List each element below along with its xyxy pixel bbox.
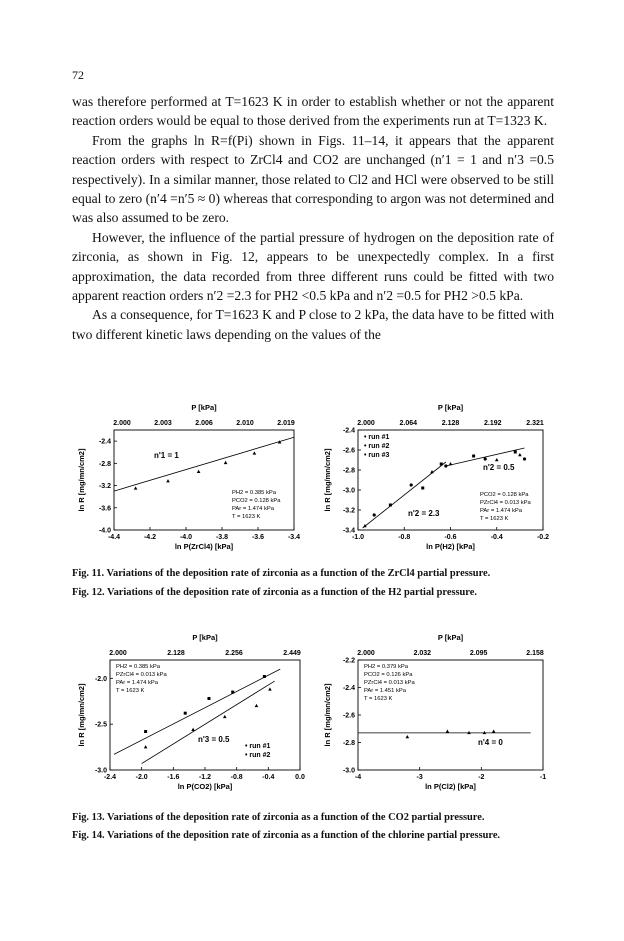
chart-fig12 — [318, 400, 563, 560]
data-point — [224, 461, 228, 464]
condition-text: T = 1623 K — [364, 696, 393, 702]
y-axis-label: ln R [mg/mn/cm2] — [323, 448, 332, 512]
x-tick-label: -4.0 — [179, 534, 193, 541]
fit-line — [114, 437, 294, 491]
condition-text: T = 1623 K — [232, 514, 261, 520]
condition-text: PZrCl4 = 0.013 kPa — [364, 680, 415, 686]
top-tick-label: 2.256 — [225, 650, 243, 657]
data-point — [472, 455, 475, 458]
caption-fig14: Fig. 14. Variations of the deposition rate of zirconia as a function of the chlorine partial pressure. — [72, 830, 501, 841]
x-tick-label: -0.8 — [230, 774, 243, 781]
figure-13 — [72, 630, 322, 805]
condition-text: PAr = 1.474 kPa — [480, 508, 522, 514]
x-tick-label: -0.4 — [490, 534, 503, 541]
y-tick-label: -2.6 — [342, 447, 355, 455]
x-tick-label: -4.4 — [107, 534, 121, 541]
x-tick-label: -2.0 — [135, 774, 148, 781]
data-point — [444, 464, 447, 467]
data-point — [134, 486, 138, 489]
data-point — [484, 457, 487, 460]
caption-fig12: Fig. 12. Variations of the deposition rate of zirconia as a function of the H2 partial pressure. — [72, 587, 477, 598]
order-annotation: n'2 = 0.5 — [483, 463, 515, 472]
top-tick-label: 2.010 — [236, 420, 254, 427]
condition-text: PCO2 = 0.128 kPa — [480, 492, 529, 498]
x-axis-label: ln P(CO2) [kPa] — [177, 782, 233, 791]
figure-11 — [72, 400, 312, 560]
x-tick-label: -4.2 — [143, 534, 157, 541]
y-tick-label: -2.2 — [342, 657, 355, 665]
y-tick-label: -3.2 — [98, 483, 111, 491]
data-point — [144, 730, 147, 733]
y-axis-label: ln R [mg/mn/cm2] — [77, 683, 86, 747]
condition-text: PH2 = 0.379 kPa — [364, 664, 408, 670]
top-tick-label: 2.019 — [277, 420, 295, 427]
y-tick-label: -3.6 — [98, 505, 111, 513]
x-axis-label: ln P(Cl2) [kPa] — [425, 782, 476, 791]
x-axis-label: ln P(H2) [kPa] — [426, 542, 475, 551]
condition-text: T = 1623 K — [116, 688, 145, 694]
data-point — [253, 451, 257, 454]
x-tick-label: -4 — [354, 774, 362, 781]
y-tick-label: -3.2 — [342, 507, 355, 515]
condition-text: PCO2 = 0.126 kPa — [364, 672, 413, 678]
top-tick-label: 2.321 — [526, 420, 544, 427]
data-point — [523, 457, 526, 460]
data-point — [410, 483, 413, 486]
top-tick-label: 2.000 — [109, 650, 127, 657]
data-point — [191, 728, 195, 731]
figure-12 — [318, 400, 563, 560]
y-tick-label: -3.0 — [342, 487, 355, 495]
y-tick-label: -2.5 — [94, 721, 107, 729]
y-tick-label: -3.0 — [94, 767, 107, 775]
order-annotation: n'3 = 0.5 — [198, 735, 230, 744]
body-text — [72, 92, 554, 344]
data-point — [144, 745, 148, 748]
legend-entry: • run #1 — [245, 743, 271, 750]
top-tick-label: 2.192 — [483, 420, 502, 427]
top-axis-label: P [kPa] — [192, 633, 218, 642]
data-point — [492, 730, 496, 733]
data-point — [231, 691, 234, 694]
data-point — [373, 513, 376, 516]
x-tick-label: -1.6 — [167, 774, 180, 781]
y-tick-label: -2.6 — [342, 712, 355, 720]
top-axis-label: P [kPa] — [437, 633, 464, 642]
top-tick-label: 2.095 — [469, 650, 488, 657]
y-tick-label: -2.8 — [342, 467, 355, 475]
condition-text: PZrCl4 = 0.013 kPa — [116, 672, 167, 678]
data-point — [223, 715, 227, 718]
condition-text: T = 1623 K — [480, 516, 509, 522]
data-point — [449, 462, 453, 465]
top-tick-label: 2.003 — [154, 420, 172, 427]
x-tick-label: -1.0 — [351, 534, 365, 541]
y-tick-label: -2.4 — [342, 685, 355, 692]
legend-entry: • run #1 — [364, 434, 390, 441]
x-tick-label: -2.4 — [103, 774, 117, 781]
x-axis-label: ln P(ZrCl4) [kPa] — [174, 542, 234, 551]
condition-text: PCO2 = 0.128 kPa — [232, 498, 281, 504]
data-point — [268, 687, 272, 690]
figure-14 — [318, 630, 563, 805]
data-point — [389, 504, 392, 507]
legend-entry: • run #2 — [364, 443, 390, 450]
x-tick-label: 0.0 — [295, 774, 305, 781]
x-tick-label: -3.4 — [287, 534, 301, 541]
order-annotation: n'2 = 2.3 — [408, 509, 440, 518]
y-tick-label: -3.4 — [342, 527, 355, 535]
data-point — [197, 470, 201, 473]
y-axis-label: ln R [mg/mn/cm2] — [77, 448, 86, 512]
paragraph-3: However, the influence of the partial pressure of hydrogen on the deposition rate of zirconia, as shown in Fig. 12, appears to be unexpectedly complex. In a first approximation, the data recorded from three different runs could be fitted with two apparent reaction orders n′2 =2.3 for PH2 <0.5 kPa and n′2 =0.5 for PH2 >0.5 kPa. — [72, 229, 554, 304]
y-tick-label: -4.0 — [98, 527, 111, 535]
legend-entry: • run #3 — [364, 452, 390, 459]
top-tick-label: 2.000 — [113, 420, 131, 427]
condition-text: PAr = 1.474 kPa — [116, 680, 158, 686]
data-point — [184, 712, 187, 715]
data-point — [495, 458, 499, 461]
x-tick-label: -0.2 — [536, 534, 550, 541]
x-tick-label: -2 — [478, 774, 485, 781]
top-axis-label: P [kPa] — [191, 403, 217, 412]
y-tick-label: -2.8 — [342, 740, 355, 747]
top-tick-label: 2.449 — [283, 650, 301, 657]
chart-fig11 — [72, 400, 312, 560]
y-tick-label: -2.4 — [342, 427, 355, 435]
data-point — [514, 451, 517, 454]
top-tick-label: 2.006 — [195, 420, 213, 427]
chart-fig14 — [318, 630, 563, 805]
y-tick-label: -2.8 — [98, 460, 111, 468]
top-tick-label: 2.158 — [526, 650, 544, 657]
top-tick-label: 2.064 — [399, 420, 418, 427]
data-point — [446, 730, 450, 733]
y-tick-label: -2.0 — [94, 675, 107, 683]
paragraph-4: As a consequence, for T=1623 K and P close to 2 kPa, the data have to be fitted with two different kinetic laws depending on the values of the — [72, 307, 554, 342]
paragraph-2: From the graphs ln R=f(Pi) shown in Figs. 11–14, it appears that the apparent reaction orders with respect to ZrCl4 and CO2 are unchanged (n′1 = 1 and n′3 =0.5 respectively). In a similar manner, those related to Cl2 and HCl were observed to be still equal to zero (n′4 =n′5 ≈ 0) whereas that corresponding to argon was not determined and was also assumed to be zero. — [72, 132, 554, 226]
data-point — [255, 704, 259, 707]
x-tick-label: -0.8 — [398, 534, 411, 541]
condition-text: PH2 = 0.385 kPa — [232, 490, 276, 496]
data-point — [440, 463, 443, 466]
data-point — [421, 487, 424, 490]
paragraph-1: was therefore performed at T=1623 K in order to establish whether or not the apparent reaction orders would be equal to those derived from the experiments run at T=1323 K. — [72, 94, 554, 129]
data-point — [263, 675, 266, 678]
y-tick-label: -3.0 — [342, 767, 355, 775]
top-tick-label: 2.128 — [167, 650, 185, 657]
order-annotation: n'1 = 1 — [154, 451, 179, 460]
top-tick-label: 2.000 — [357, 420, 375, 427]
top-axis-label: P [kPa] — [437, 403, 464, 412]
order-annotation: n'4 = 0 — [478, 738, 503, 747]
top-tick-label: 2.000 — [357, 650, 375, 657]
data-point — [406, 735, 410, 738]
x-tick-label: -3.8 — [215, 534, 229, 541]
y-tick-label: -2.4 — [98, 438, 111, 446]
top-tick-label: 2.032 — [413, 650, 432, 657]
condition-text: PAr = 1.474 kPa — [232, 506, 274, 512]
y-axis-label: ln R [mg/mn/cm2] — [323, 683, 332, 747]
caption-fig13: Fig. 13. Variations of the deposition rate of zirconia as a function of the CO2 partial pressure. — [72, 812, 485, 823]
x-tick-label: -3.6 — [251, 534, 265, 541]
condition-text: PZrCl4 = 0.013 kPa — [480, 500, 531, 506]
data-point — [166, 479, 170, 482]
condition-text: PH2 = 0.385 kPa — [116, 664, 160, 670]
data-point — [518, 453, 522, 456]
x-tick-label: -1 — [539, 774, 547, 781]
caption-fig11: Fig. 11. Variations of the deposition rate of zirconia as a function of the ZrCl4 partial pressure. — [72, 568, 491, 579]
fit-line — [363, 462, 446, 528]
condition-text: PAr = 1.451 kPa — [364, 688, 406, 694]
page-number: 72 — [72, 68, 84, 82]
data-point — [207, 697, 210, 700]
x-tick-label: -0.4 — [262, 774, 275, 781]
chart-fig13 — [72, 630, 322, 805]
top-tick-label: 2.128 — [441, 420, 460, 427]
x-tick-label: -3 — [416, 774, 423, 781]
x-tick-label: -0.6 — [444, 534, 457, 541]
x-tick-label: -1.2 — [198, 774, 212, 781]
legend-entry: • run #2 — [245, 752, 271, 759]
